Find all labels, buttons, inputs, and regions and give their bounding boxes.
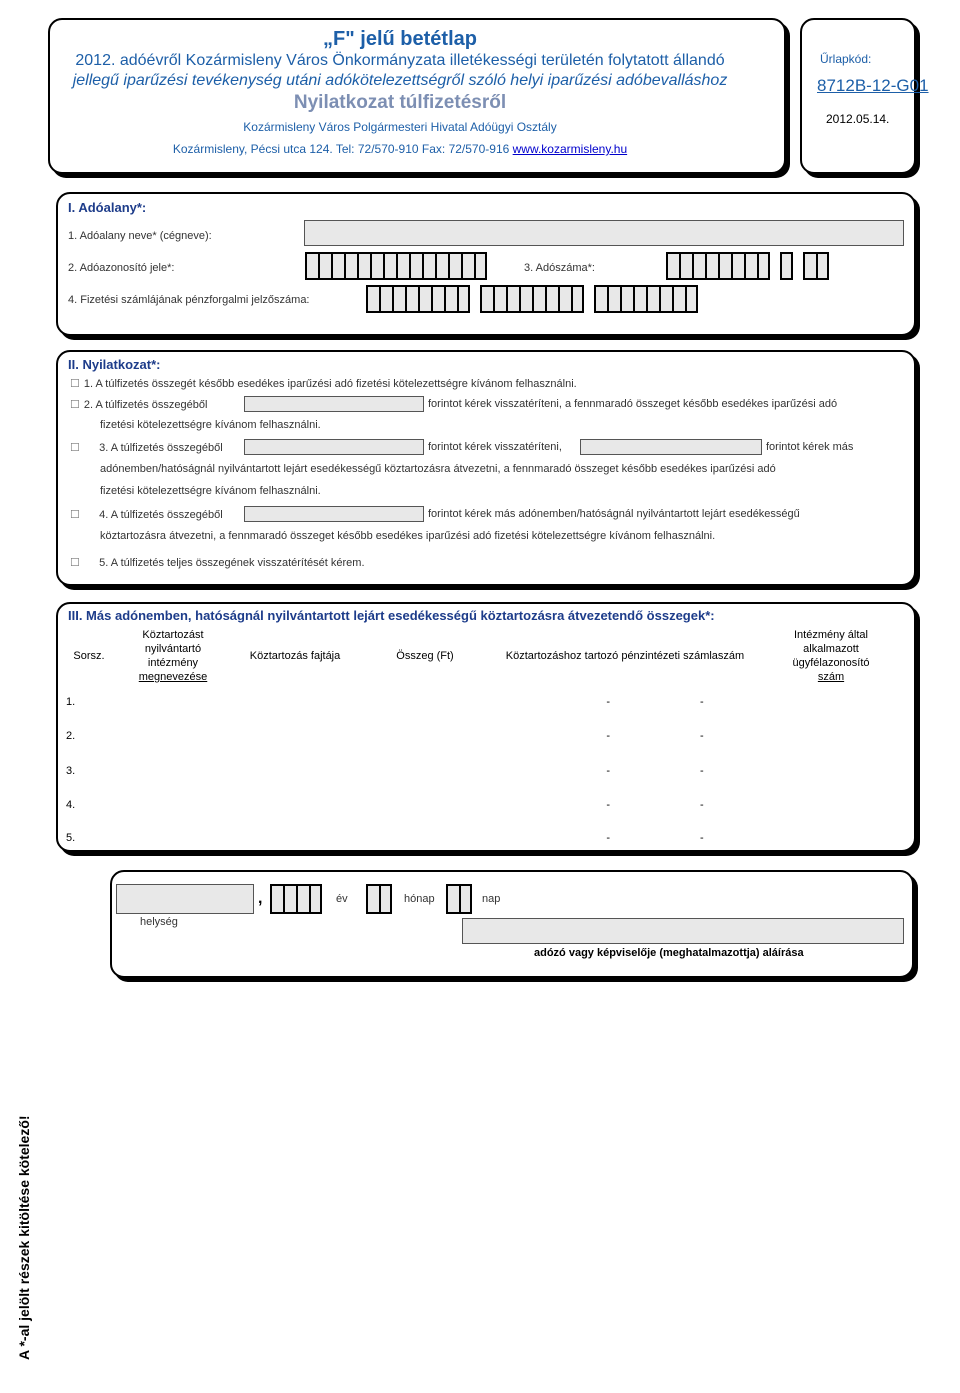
checkbox-icon[interactable]: ☐ <box>70 399 80 411</box>
col-client-id: Intézmény által alkalmazott ügyfélazonosító szám <box>792 629 870 683</box>
option-5[interactable]: ☐ 5. A túlfizetés teljes összegének visszatérítését kérem. <box>70 557 365 569</box>
option-4-transfer-field[interactable] <box>244 506 424 522</box>
option-4[interactable]: ☐ 4. A túlfizetés összegéből <box>70 509 223 521</box>
option-4-text-b: forintot kérek más adónemben/hatóságnál nyilvántartott lejárt esedékességű <box>428 508 800 520</box>
col-amount: Összeg (Ft) <box>396 650 454 662</box>
form-code: 8712B-12-G01 <box>817 76 929 95</box>
form-title: „F" jelű betétlap <box>323 28 477 50</box>
option-4-text-c: köztartozásra átvezetni, a fennmaradó összeget később esedékes iparűzési adó fizetési kötelezettségre kívánom felhasználni. <box>100 530 716 542</box>
account-label: 4. Fizetési számlájának pénzforgalmi jelzőszáma: <box>68 294 310 306</box>
option-3-refund-field[interactable] <box>244 439 424 455</box>
form-date: 2012.05.14. <box>826 112 890 126</box>
address-text: Kozármisleny, Pécsi utca 124. Tel: 72/570-910 Fax: 72/570-916 <box>172 142 510 156</box>
checkbox-icon[interactable]: ☐ <box>70 378 80 390</box>
office-address <box>50 142 750 156</box>
taxpayer-name-label: 1. Adóalany neve* (cégneve): <box>68 230 212 242</box>
day-label: nap <box>482 893 501 905</box>
section-2-title: II. Nyilatkozat*: <box>68 357 161 372</box>
website-link[interactable]: www.kozarmisleny.hu <box>512 142 628 156</box>
tax-id-boxes[interactable] <box>305 252 487 280</box>
table-row[interactable]: 5. - - <box>66 832 704 844</box>
option-3-transfer-field[interactable] <box>580 439 762 455</box>
section-1-title: I. Adóalany*: <box>68 200 147 215</box>
checkbox-icon[interactable]: ☐ <box>70 442 80 454</box>
table-row[interactable]: 4. - - <box>66 799 704 811</box>
col-account: Köztartozáshoz tartozó pénzintézeti számlaszám <box>505 650 745 662</box>
office-name: Kozármisleny Város Polgármesteri Hivatal Adóügyi Osztály <box>243 120 557 134</box>
col-sorsz: Sorsz. <box>73 650 105 662</box>
form-code-label: Űrlapkód: <box>820 52 872 66</box>
form-code-frame <box>800 18 916 174</box>
option-3-text-d: adónemben/hatóságnál nyilvántartott lejárt esedékességű köztartozásra átvezetni, a fennmaradó összeget később esedékes iparűzési adó <box>100 463 776 475</box>
table-row[interactable]: 1. - - <box>66 696 704 708</box>
option-3[interactable]: ☐ 3. A túlfizetés összegéből <box>70 442 223 454</box>
form-line-italic: jellegű iparűzési tevékenység utáni adókötelezettségről szóló helyi iparűzési adóbevalláshoz <box>72 72 728 89</box>
account-boxes[interactable] <box>366 285 698 313</box>
table-row[interactable]: 2. - - <box>66 730 704 742</box>
day-boxes[interactable] <box>446 884 472 914</box>
mandatory-note: A *-al jelölt részek kitöltése kötelező! <box>16 1115 32 1360</box>
tax-id-label: 2. Adóazonosító jele*: <box>68 262 175 274</box>
month-label: hónap <box>404 893 435 905</box>
month-boxes[interactable] <box>366 884 392 914</box>
option-2-text-b: forintot kérek visszatéríteni, a fennmaradó összeget később esedékes iparűzési adó <box>428 398 838 410</box>
option-3-text-b: forintot kérek visszatéríteni, <box>428 441 562 453</box>
form-subtitle: Nyilatkozat túlfizetésről <box>293 92 507 113</box>
debt-table-header <box>62 626 902 686</box>
option-3-text-e: fizetési kötelezettségre kívánom felhasználni. <box>100 485 321 497</box>
debt-table <box>62 626 902 854</box>
option-3-text-c: forintot kérek más <box>766 441 854 453</box>
taxpayer-name-field[interactable] <box>304 220 904 246</box>
place-field[interactable] <box>116 884 254 914</box>
checkbox-icon[interactable]: ☐ <box>70 509 80 521</box>
section-3-title: III. Más adónemben, hatóságnál nyilvántartott lejárt esedékességű köztartozásra átvezetendő összegek*: <box>68 608 715 623</box>
signature-field[interactable] <box>462 918 904 944</box>
option-2-refund-field[interactable] <box>244 396 424 412</box>
option-2-text-c: fizetési kötelezettségre kívánom felhasználni. <box>100 419 321 431</box>
col-institution: Köztartozást nyilvántartó intézmény megnevezése <box>138 629 208 683</box>
col-type: Köztartozás fajtája <box>249 650 341 662</box>
tax-number-label: 3. Adószáma*: <box>524 262 595 274</box>
signature-label: adózó vagy képviselője (meghatalmazottja) aláírása <box>534 947 804 959</box>
form-line-year: 2012. adóévről Kozármisleny Város Önkormányzata illetékességi területén folytatott állandó <box>75 52 725 69</box>
year-boxes[interactable] <box>270 884 322 914</box>
option-1[interactable]: ☐ 1. A túlfizetés összegét később esedékes iparűzési adó fizetési kötelezettségre kívánom felhasználni. <box>70 378 577 390</box>
place-label: helység <box>140 916 178 928</box>
tax-number-boxes[interactable] <box>666 252 829 280</box>
option-2[interactable]: ☐ 2. A túlfizetés összegéből <box>70 399 208 411</box>
checkbox-icon[interactable]: ☐ <box>70 557 80 569</box>
year-label: év <box>336 893 348 905</box>
table-row[interactable]: 3. - - <box>66 765 704 777</box>
comma: , <box>258 890 263 907</box>
